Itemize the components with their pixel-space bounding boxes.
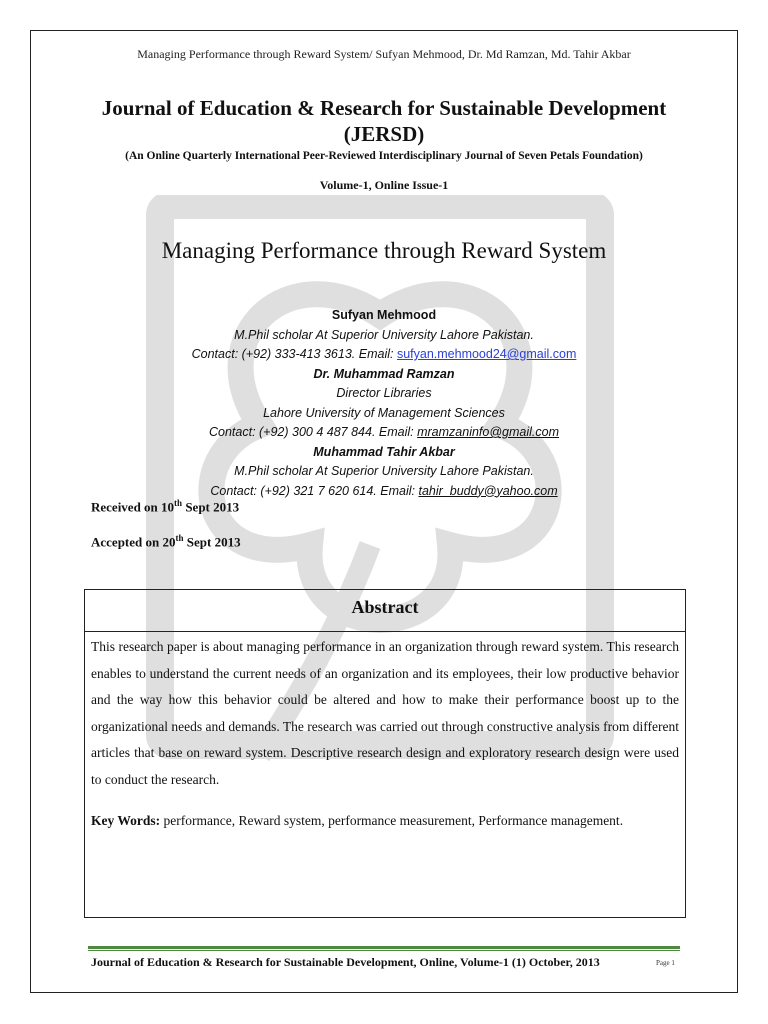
author-contact <box>30 345 738 365</box>
author-contact <box>30 423 738 443</box>
contact-text: Contact: (+92) 333-413 3613. Email: <box>191 347 397 361</box>
author-name: Sufyan Mehmood <box>331 308 437 322</box>
author-block <box>30 306 738 501</box>
page-number: Page 1 <box>656 959 675 967</box>
author-affiliation: M.Phil scholar At Superior University Lahore Pakistan. <box>234 327 534 342</box>
journal-title-line2: (JERSD) <box>343 122 425 146</box>
received-date <box>91 498 239 515</box>
running-header: Managing Performance through Reward System/ Sufyan Mehmood, Dr. Md Ramzan, Md. Tahir Akbar <box>137 47 631 61</box>
received-sup: th <box>174 498 183 508</box>
keywords-text: performance, Reward system, performance measurement, Performance management. <box>160 813 624 828</box>
author-name: Muhammad Tahir Akbar <box>313 444 455 459</box>
volume-issue: Volume-1, Online Issue-1 <box>319 178 449 192</box>
paper-title: Managing Performance through Reward System <box>161 238 607 263</box>
accepted-date <box>91 533 241 550</box>
keywords-label: Key Words: <box>91 813 161 828</box>
email-link[interactable]: tahir_buddy@yahoo.com <box>418 483 558 498</box>
author-affiliation: M.Phil scholar At Superior University Lahore Pakistan. <box>234 464 534 478</box>
received-suffix: Sept 2013 <box>182 499 240 515</box>
received-text: Received on 10 <box>91 499 175 515</box>
email-link[interactable]: mramzaninfo@gmail.com <box>417 425 560 439</box>
author-name: Dr. Muhammad Ramzan <box>313 366 455 381</box>
accepted-text: Accepted on 20 <box>91 534 176 550</box>
journal-title <box>30 95 738 147</box>
accepted-sup: th <box>175 533 184 543</box>
abstract-body: This research paper is about managing performance in an organization through reward system. This research enables to understand the current needs of an organization and its employees, their low productive behavior and the way how this behavior could be altered and how to make their performance boost up to the organizational needs and demands. The research was carried out through constructive analysis from different articles that base on reward system. Descriptive research design and exploratory research design were used to conduct the research. <box>91 639 679 787</box>
footer-journal: Journal of Education & Research for Sustainable Development, Online, Volume-1 (1) October, 2013 <box>91 955 600 969</box>
footer-rule <box>88 946 680 949</box>
abstract-heading: Abstract <box>85 590 685 632</box>
email-link[interactable]: sufyan.mehmood24@gmail.com <box>396 347 577 361</box>
author-position: Director Libraries <box>336 386 432 400</box>
accepted-suffix: Sept 2013 <box>183 534 241 550</box>
contact-text: Contact: (+92) 321 7 620 614. Email: <box>210 483 419 498</box>
journal-title-line1: Journal of Education & Research for Sustainable Development <box>101 96 667 120</box>
contact-text: Contact: (+92) 300 4 487 844. Email: <box>208 425 418 439</box>
author-affiliation: Lahore University of Management Sciences <box>263 405 505 420</box>
footer-rule-thin <box>88 950 680 951</box>
journal-subtitle: (An Online Quarterly International Peer-Reviewed Interdisciplinary Journal of Seven Petals Foundation) <box>125 150 643 162</box>
keywords <box>91 808 679 834</box>
abstract-box <box>84 589 686 918</box>
